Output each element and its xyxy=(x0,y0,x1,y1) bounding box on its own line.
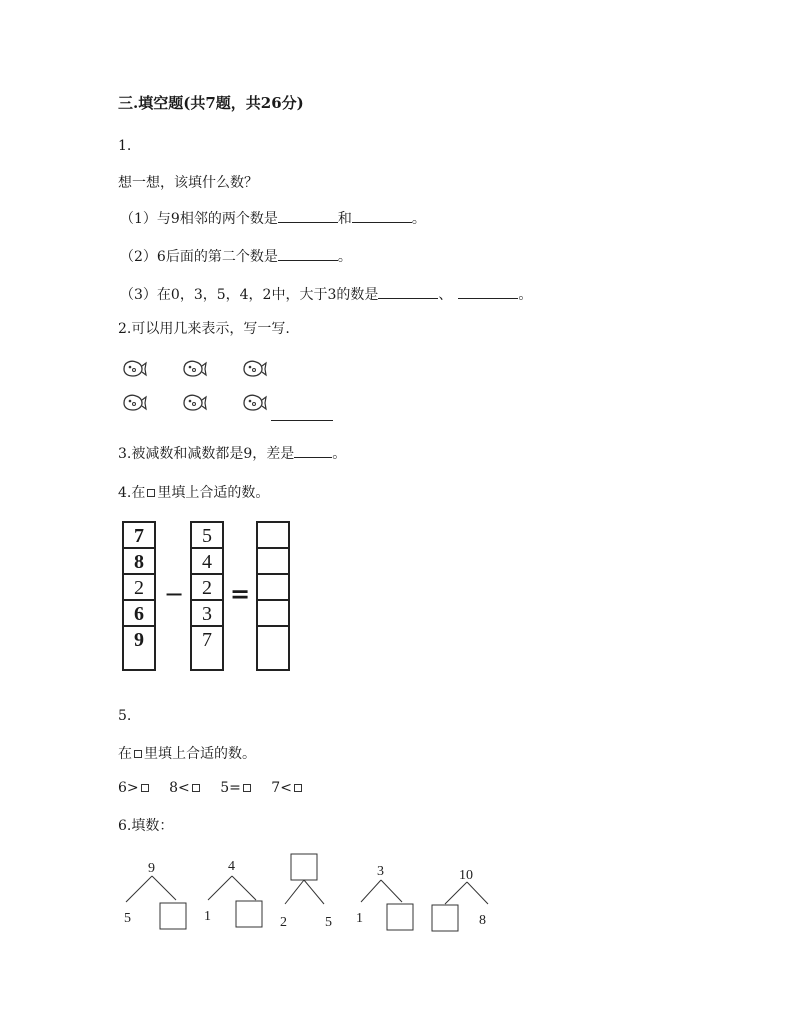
answer-blank[interactable] xyxy=(278,246,338,261)
tree-left: 5 xyxy=(124,911,131,926)
difference-input-cell[interactable] xyxy=(258,575,288,601)
fish-icon xyxy=(241,392,267,414)
answer-box[interactable] xyxy=(387,904,413,930)
q3-stem: 3.被减数和减数都是9，差是 xyxy=(118,446,295,462)
minuend-cell: 6 xyxy=(124,601,154,627)
q5-prompt-b: 里填上合适的数。 xyxy=(144,746,256,762)
subtrahend-cell: 5 xyxy=(192,523,222,549)
q5-prompt xyxy=(118,743,256,763)
q4-stem: 4.在 xyxy=(118,485,146,501)
fish-icon xyxy=(121,358,147,380)
q1-part1-and: 和 xyxy=(337,211,352,227)
q1-part3-text: （3）在0，3，5，4，2中，大于3的数是 xyxy=(120,287,379,303)
answer-box[interactable] xyxy=(294,784,302,792)
subtrahend-cell: 2 xyxy=(192,575,222,601)
tree-right: 8 xyxy=(479,913,486,928)
q1-part2-end: 。 xyxy=(337,249,352,265)
q1-part3-end: 。 xyxy=(518,287,533,303)
answer-box[interactable] xyxy=(141,784,149,792)
tree-top: 10 xyxy=(459,868,473,883)
q5-prompt-a: 在 xyxy=(118,746,132,762)
tree-top: 9 xyxy=(148,861,155,876)
difference-input-cell[interactable] xyxy=(258,627,288,653)
minuend-cell: 7 xyxy=(124,523,154,549)
answer-blank[interactable] xyxy=(271,420,333,421)
minuend-cell: 8 xyxy=(124,549,154,575)
answer-box[interactable] xyxy=(236,901,262,927)
q1-part1-end: 。 xyxy=(411,211,426,227)
tree-left: 1 xyxy=(204,909,211,924)
q4-stem-end: 里填上合适的数。 xyxy=(157,485,270,501)
q5-item: 6> xyxy=(118,780,139,796)
tree-left: 1 xyxy=(356,911,363,926)
minuend-cell: 2 xyxy=(124,575,154,601)
q1-part3-sep: 、 xyxy=(438,287,453,303)
small-square-icon xyxy=(134,750,142,758)
answer-box[interactable] xyxy=(192,784,200,792)
q1-part2-text: （2）6后面的第二个数是 xyxy=(120,249,278,265)
q5-items xyxy=(118,780,304,796)
q2-text: 2.可以用几来表示，写一写. xyxy=(118,321,290,337)
tree-right: 5 xyxy=(325,915,332,930)
q1-prompt: 想一想，该填什么数？ xyxy=(118,175,258,191)
subtrahend-column xyxy=(190,521,224,671)
q5-item: 8< xyxy=(169,780,190,796)
tree-left: 2 xyxy=(280,915,287,930)
equals-sign: = xyxy=(230,580,251,608)
fish-icon xyxy=(181,392,207,414)
tree-top: 4 xyxy=(228,859,235,874)
q5-number: 5. xyxy=(118,708,132,724)
q1-part3 xyxy=(120,284,532,304)
answer-blank[interactable] xyxy=(278,208,338,223)
fish-icon xyxy=(181,358,207,380)
subtrahend-cell: 4 xyxy=(192,549,222,575)
difference-column xyxy=(256,521,290,671)
answer-box[interactable] xyxy=(291,854,317,880)
answer-box[interactable] xyxy=(432,905,458,931)
q3-end: 。 xyxy=(332,446,347,462)
q1-part1 xyxy=(120,208,426,228)
q6-title: 6.填数： xyxy=(118,818,174,834)
section-title: 三.填空题(共7题，共26分) xyxy=(118,94,304,112)
fish-icon xyxy=(121,392,147,414)
q3-text xyxy=(118,443,346,463)
tree-top: 3 xyxy=(377,864,384,879)
minus-sign: − xyxy=(164,580,185,608)
difference-input-cell[interactable] xyxy=(258,601,288,627)
small-square-icon xyxy=(147,489,155,497)
answer-box[interactable] xyxy=(160,903,186,929)
subtrahend-cell: 7 xyxy=(202,629,212,651)
answer-blank[interactable] xyxy=(352,208,412,223)
fish-icon xyxy=(241,358,267,380)
q1-number: 1. xyxy=(118,138,132,154)
subtrahend-cell: 3 xyxy=(192,601,222,627)
difference-input-cell[interactable] xyxy=(258,549,288,575)
q5-item: 7< xyxy=(271,780,292,796)
q4-text xyxy=(118,482,269,502)
answer-blank[interactable] xyxy=(458,284,518,299)
difference-input-cell[interactable] xyxy=(258,523,288,549)
number-bond-diagrams xyxy=(110,848,510,938)
minuend-column xyxy=(122,521,156,671)
answer-box[interactable] xyxy=(243,784,251,792)
minuend-cell: 9 xyxy=(134,629,144,651)
answer-blank[interactable] xyxy=(378,284,438,299)
q1-part2 xyxy=(120,246,352,266)
answer-blank[interactable] xyxy=(294,443,332,458)
q5-item: 5= xyxy=(220,780,241,796)
q1-part1-text: （1）与9相邻的两个数是 xyxy=(120,211,278,227)
